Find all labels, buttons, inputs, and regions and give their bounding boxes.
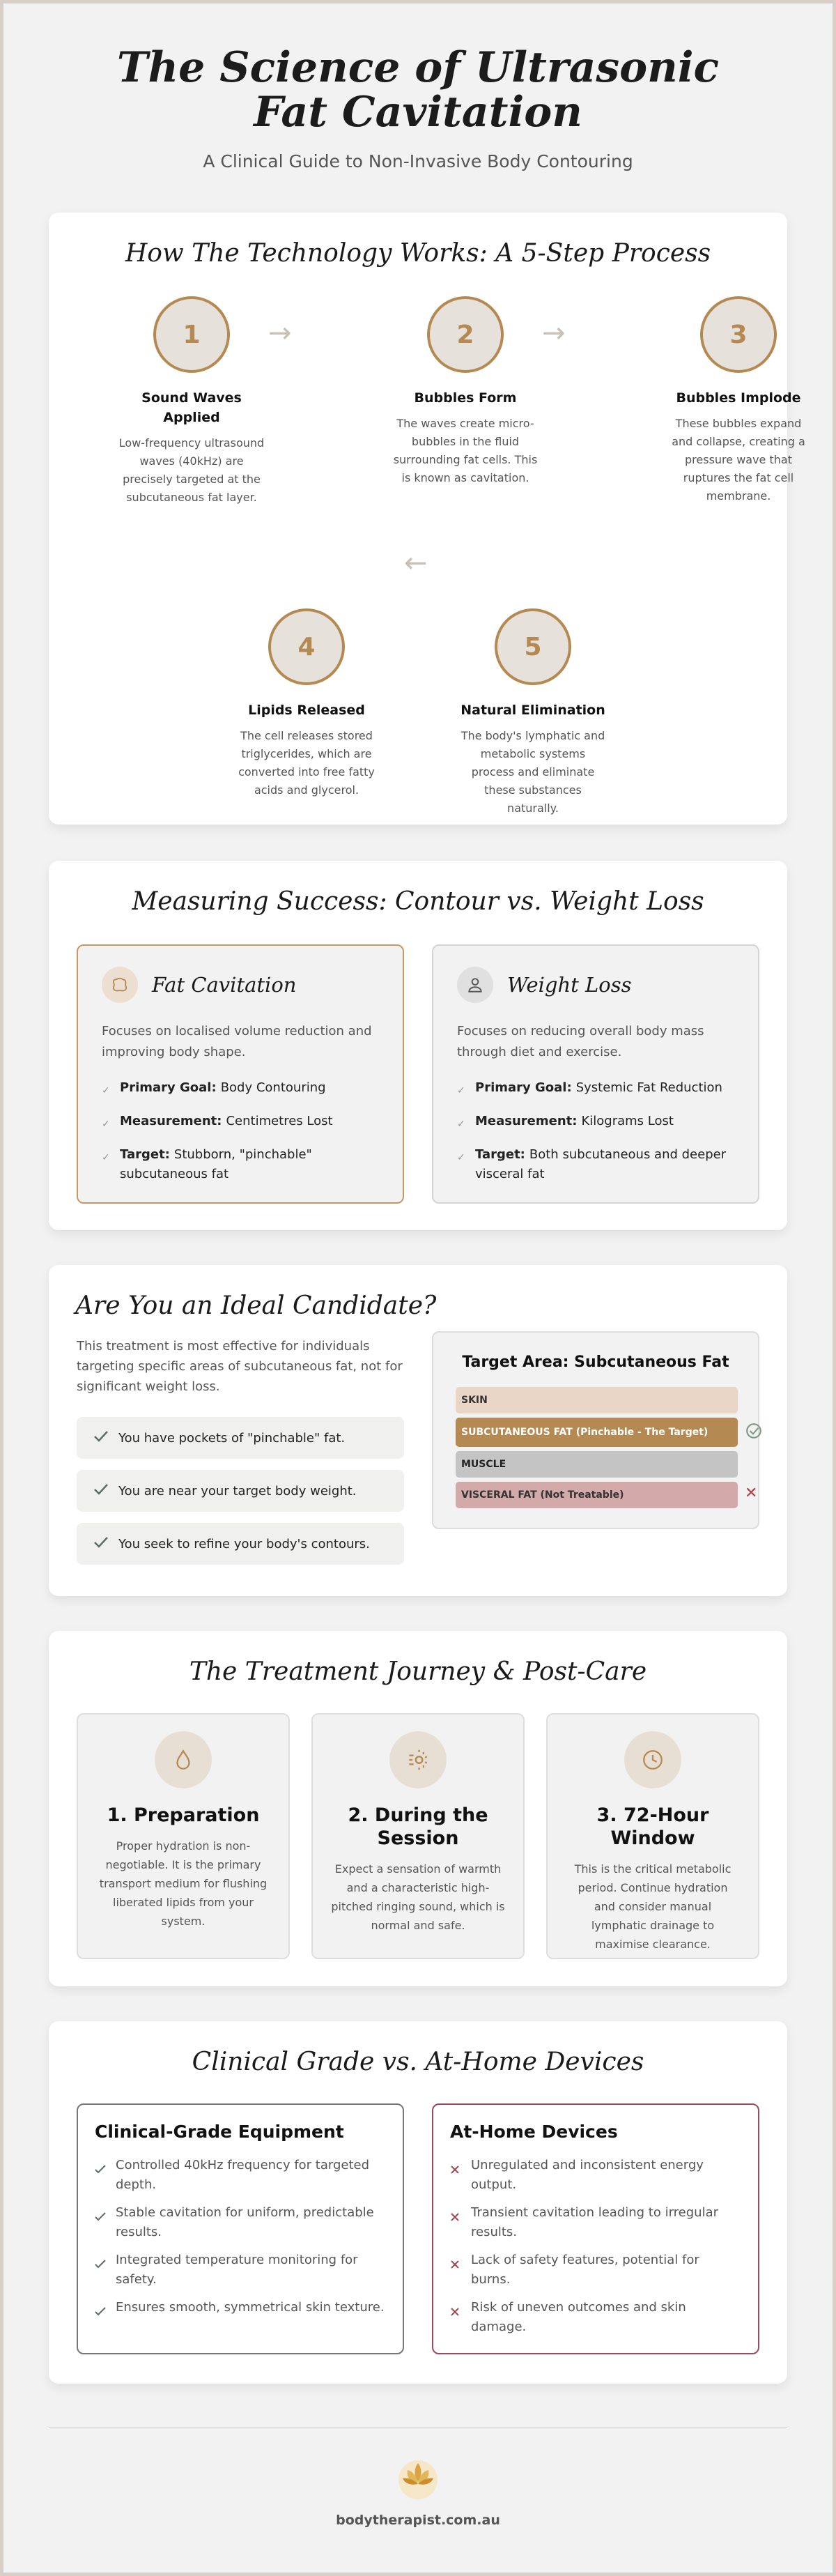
target-area-title: Target Area: Subcutaneous Fat xyxy=(462,1354,729,1371)
list-item: Integrated temperature monitoring for safety. xyxy=(95,2251,386,2290)
step-1 xyxy=(111,296,272,507)
list-item: Transient cavitation leading to irregular results. xyxy=(450,2203,741,2242)
fat-cavitation-panel xyxy=(77,944,404,1204)
list-item: Lack of safety features, potential for burns. xyxy=(450,2251,741,2290)
step-title: Sound Waves Applied xyxy=(141,390,242,425)
clock-icon xyxy=(624,1731,681,1788)
at-home-devices-panel xyxy=(432,2103,759,2354)
list-item: Ensures smooth, symmetrical skin texture. xyxy=(95,2298,386,2323)
infographic-page xyxy=(3,3,833,2573)
check-icon: ✓ xyxy=(102,1152,110,1163)
candidate-item: You seek to refine your body's contours. xyxy=(77,1523,404,1565)
candidate-item: You have pockets of "pinchable" fat. xyxy=(77,1417,404,1459)
journey-step-session xyxy=(311,1713,525,1959)
journey-step-text: Expect a sensation of warmth and a characteristic high-pitched ringing sound, which is normal and safe. xyxy=(331,1862,505,1932)
arrow-right-icon: → xyxy=(268,317,292,349)
step-text: These bubbles expand and collapse, creating a pressure wave that ruptures the fat cell membrane. xyxy=(672,417,805,503)
list-item: ✓ Primary Goal: Systemic Fat Reduction xyxy=(457,1078,734,1101)
clinical-grade-panel xyxy=(77,2103,404,2354)
check-icon: ✓ xyxy=(457,1085,465,1096)
target-area-diagram xyxy=(432,1331,759,1529)
hero xyxy=(3,3,833,171)
candidate-item: You are near your target body weight. xyxy=(77,1470,404,1512)
layer-muscle: MUSCLE xyxy=(456,1451,738,1478)
step-text: The body's lymphatic and metabolic systems process and eliminate these substances naturally. xyxy=(460,729,605,815)
step-title: Bubbles Implode xyxy=(676,390,801,406)
step-number: 2 xyxy=(427,296,504,373)
process-heading: How The Technology Works: A 5-Step Process xyxy=(125,239,711,268)
list-item: ✓ Target: Both subcutaneous and deeper visceral fat xyxy=(457,1145,734,1184)
at-home-devices-title: At-Home Devices xyxy=(450,2122,618,2142)
step-text: Low-frequency ultrasound waves (40kHz) are precisely targeted at the subcutaneous fat layer. xyxy=(118,436,265,504)
step-3 xyxy=(658,296,819,505)
step-5 xyxy=(453,608,613,818)
check-icon xyxy=(93,1536,118,1552)
candidate-heading: Are You an Ideal Candidate? xyxy=(75,1291,437,1320)
cross-icon xyxy=(450,2156,471,2195)
journey-step-title: 2. During the Session xyxy=(348,1804,488,1849)
check-circle-icon xyxy=(745,1422,763,1444)
cross-icon: ✕ xyxy=(745,1485,758,1502)
list-item: Risk of uneven outcomes and skin damage. xyxy=(450,2298,741,2337)
step-title: Lipids Released xyxy=(248,703,365,718)
journey-step-title: 3. 72-Hour Window xyxy=(596,1804,709,1849)
clinical-grade-title: Clinical-Grade Equipment xyxy=(95,2122,344,2142)
step-4 xyxy=(226,608,387,799)
step-title: Natural Elimination xyxy=(460,703,605,718)
layer-subcutaneous-fat: SUBCUTANEOUS FAT (Pinchable - The Target) xyxy=(456,1418,738,1447)
list-item: Controlled 40kHz frequency for targeted depth. xyxy=(95,2156,386,2195)
list-item: ✓ Primary Goal: Body Contouring xyxy=(102,1078,379,1101)
comparison-card xyxy=(49,861,787,1230)
devices-card xyxy=(49,2021,787,2384)
person-icon xyxy=(457,967,493,1003)
fat-cavitation-desc: Focuses on localised volume reduction and improving body shape. xyxy=(102,1024,372,1059)
journey-step-72-hour xyxy=(546,1713,759,1959)
journey-card xyxy=(49,1631,787,1986)
journey-step-text: Proper hydration is non-negotiable. It is the primary transport medium for flushing liberated lipids from your system. xyxy=(99,1839,268,1928)
arrow-right-icon: → xyxy=(542,317,566,349)
check-icon xyxy=(95,2156,116,2195)
step-number: 5 xyxy=(495,608,571,685)
step-number: 3 xyxy=(700,296,777,373)
check-icon xyxy=(95,2203,116,2242)
candidate-desc: This treatment is most effective for individuals targeting specific areas of subcutaneous fat, not for significant weight loss. xyxy=(77,1339,403,1394)
page-subtitle: A Clinical Guide to Non-Invasive Body Contouring xyxy=(203,151,633,171)
layer-visceral-fat: VISCERAL FAT (Not Treatable) xyxy=(456,1482,738,1508)
journey-step-preparation xyxy=(77,1713,290,1959)
water-drop-icon xyxy=(155,1731,212,1788)
step-number: 1 xyxy=(153,296,230,373)
footer-website: bodytherapist.com.au xyxy=(336,2513,500,2528)
journey-step-title: 1. Preparation xyxy=(107,1804,260,1826)
check-icon xyxy=(93,1430,118,1446)
check-icon xyxy=(95,2298,116,2323)
check-icon: ✓ xyxy=(102,1119,110,1130)
devices-heading: Clinical Grade vs. At-Home Devices xyxy=(192,2048,644,2076)
weight-loss-desc: Focuses on reducing overall body mass through diet and exercise. xyxy=(457,1024,704,1059)
list-item: ✓ Measurement: Kilograms Lost xyxy=(457,1112,734,1134)
check-icon: ✓ xyxy=(457,1152,465,1163)
sound-wave-icon xyxy=(389,1731,447,1788)
check-icon xyxy=(93,1483,118,1499)
list-item: Stable cavitation for uniform, predictable results. xyxy=(95,2203,386,2242)
comparison-heading: Measuring Success: Contour vs. Weight Loss xyxy=(132,887,704,916)
list-item: ✓ Measurement: Centimetres Lost xyxy=(102,1112,379,1134)
check-icon xyxy=(95,2251,116,2290)
candidate-card xyxy=(49,1265,787,1596)
list-item: ✓ Target: Stubborn, "pinchable" subcutaneous fat xyxy=(102,1145,379,1184)
step-text: The cell releases stored triglycerides, which are converted into free fatty acids and glycerol. xyxy=(238,729,375,797)
journey-step-text: This is the critical metabolic period. Continue hydration and consider manual lymphatic drainage to maximise clearance. xyxy=(574,1862,732,1951)
weight-loss-title: Weight Loss xyxy=(507,973,632,997)
page-title: The Science of Ultrasonic Fat Cavitation xyxy=(116,43,720,137)
check-icon: ✓ xyxy=(102,1085,110,1096)
process-card xyxy=(49,213,805,825)
weight-loss-panel xyxy=(432,944,759,1204)
cross-icon xyxy=(450,2298,471,2337)
cross-icon xyxy=(450,2203,471,2242)
step-2 xyxy=(385,296,545,487)
step-number: 4 xyxy=(268,608,345,685)
arrow-left-icon: ← xyxy=(404,547,428,579)
lotus-logo-icon xyxy=(394,2453,442,2505)
step-text: The waves create micro-bubbles in the fluid surrounding fat cells. This is known as cavitation. xyxy=(393,417,538,484)
check-icon: ✓ xyxy=(457,1119,465,1130)
fat-cell-icon xyxy=(102,967,138,1003)
step-title: Bubbles Form xyxy=(414,390,517,406)
list-item: Unregulated and inconsistent energy output. xyxy=(450,2156,741,2195)
journey-heading: The Treatment Journey & Post-Care xyxy=(189,1657,647,1686)
cross-icon xyxy=(450,2251,471,2290)
fat-cavitation-title: Fat Cavitation xyxy=(152,973,297,997)
layer-skin: SKIN xyxy=(456,1387,738,1413)
